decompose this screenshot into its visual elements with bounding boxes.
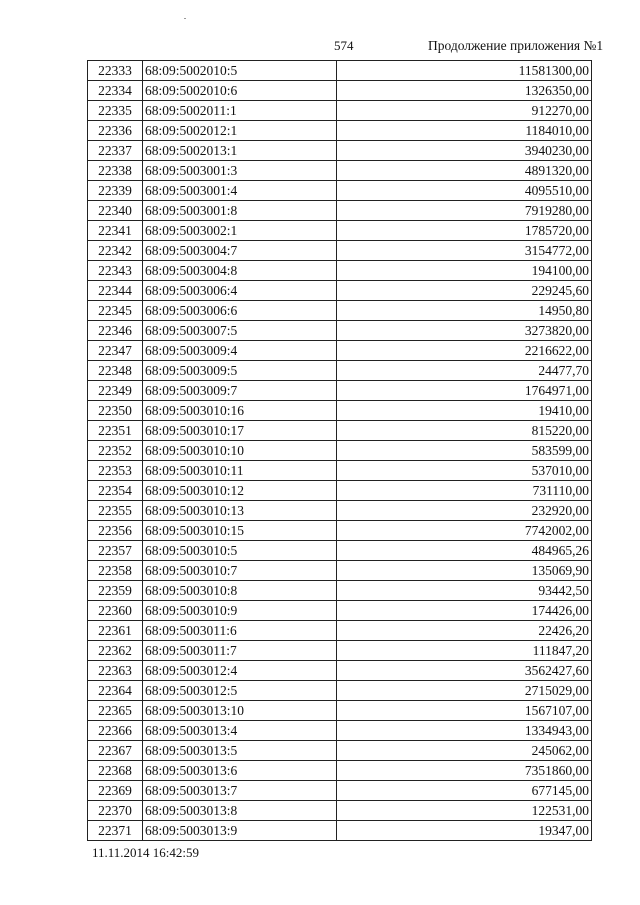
row-number-cell: 22342 [88,241,143,261]
cadastral-value-cell: 583599,00 [337,441,592,461]
row-number-cell: 22339 [88,181,143,201]
cadastral-number-cell: 68:09:5003010:12 [143,481,337,501]
cadastral-value-cell: 2216622,00 [337,341,592,361]
page-number: 574 [334,38,354,53]
cadastral-value-cell: 11581300,00 [337,61,592,81]
cadastral-value-cell: 1785720,00 [337,221,592,241]
cadastral-value-cell: 912270,00 [337,101,592,121]
cadastral-value-cell: 245062,00 [337,741,592,761]
cadastral-value-cell: 2715029,00 [337,681,592,701]
row-number-cell: 22371 [88,821,143,841]
row-number-cell: 22349 [88,381,143,401]
cadastral-value-cell: 3562427,60 [337,661,592,681]
cadastral-value-cell: 122531,00 [337,801,592,821]
row-number-cell: 22363 [88,661,143,681]
table-row [88,681,592,701]
table-row [88,301,592,321]
table-row [88,441,592,461]
table-row [88,161,592,181]
table-row [88,821,592,841]
row-number-cell: 22352 [88,441,143,461]
cadastral-number-cell: 68:09:5002011:1 [143,101,337,121]
row-number-cell: 22348 [88,361,143,381]
row-number-cell: 22366 [88,721,143,741]
table-row [88,641,592,661]
table-row [88,701,592,721]
table-row [88,201,592,221]
row-number-cell: 22350 [88,401,143,421]
row-number-cell: 22354 [88,481,143,501]
cadastral-value-cell: 1326350,00 [337,81,592,101]
table-row [88,421,592,441]
cadastral-value-cell: 7351860,00 [337,761,592,781]
scan-speck [184,18,186,19]
cadastral-value-cell: 677145,00 [337,781,592,801]
cadastral-value-cell: 1334943,00 [337,721,592,741]
cadastral-number-cell: 68:09:5003010:15 [143,521,337,541]
cadastral-value-cell: 7919280,00 [337,201,592,221]
cadastral-number-cell: 68:09:5003013:7 [143,781,337,801]
appendix-title: Продолжение приложения №1 [428,38,604,53]
cadastral-value-cell: 4095510,00 [337,181,592,201]
cadastral-number-cell: 68:09:5003007:5 [143,321,337,341]
table-row [88,101,592,121]
cadastral-value-cell: 815220,00 [337,421,592,441]
row-number-cell: 22343 [88,261,143,281]
cadastral-number-cell: 68:09:5003010:7 [143,561,337,581]
row-number-cell: 22340 [88,201,143,221]
cadastral-number-cell: 68:09:5003006:4 [143,281,337,301]
row-number-cell: 22367 [88,741,143,761]
table-row [88,541,592,561]
cadastral-number-cell: 68:09:5003004:8 [143,261,337,281]
cadastral-number-cell: 68:09:5002012:1 [143,121,337,141]
cadastral-number-cell: 68:09:5003002:1 [143,221,337,241]
cadastral-value-cell: 22426,20 [337,621,592,641]
cadastral-number-cell: 68:09:5003009:5 [143,361,337,381]
cadastral-number-cell: 68:09:5003010:16 [143,401,337,421]
cadastral-number-cell: 68:09:5003010:9 [143,601,337,621]
table-body [88,61,592,841]
row-number-cell: 22341 [88,221,143,241]
table-row [88,81,592,101]
cadastral-value-cell: 484965,26 [337,541,592,561]
cadastral-number-cell: 68:09:5003001:8 [143,201,337,221]
cadastral-value-cell: 19410,00 [337,401,592,421]
row-number-cell: 22361 [88,621,143,641]
table-row [88,741,592,761]
cadastral-number-cell: 68:09:5003010:13 [143,501,337,521]
table-row [88,801,592,821]
row-number-cell: 22364 [88,681,143,701]
row-number-cell: 22357 [88,541,143,561]
cadastral-value-cell: 731110,00 [337,481,592,501]
cadastral-number-cell: 68:09:5002010:6 [143,81,337,101]
print-timestamp: 11.11.2014 16:42:59 [92,845,200,860]
table-row [88,481,592,501]
row-number-cell: 22335 [88,101,143,121]
cadastral-value-cell: 537010,00 [337,461,592,481]
cadastral-number-cell: 68:09:5003013:4 [143,721,337,741]
table-row [88,141,592,161]
row-number-cell: 22345 [88,301,143,321]
table-row [88,281,592,301]
cadastral-number-cell: 68:09:5003013:5 [143,741,337,761]
row-number-cell: 22358 [88,561,143,581]
cadastral-value-cell: 1184010,00 [337,121,592,141]
cadastral-number-cell: 68:09:5003010:11 [143,461,337,481]
table-row [88,781,592,801]
row-number-cell: 22365 [88,701,143,721]
table-row [88,561,592,581]
cadastral-number-cell: 68:09:5003012:4 [143,661,337,681]
cadastral-value-cell: 3940230,00 [337,141,592,161]
row-number-cell: 22369 [88,781,143,801]
cadastral-value-cell: 3154772,00 [337,241,592,261]
cadastral-number-cell: 68:09:5003001:3 [143,161,337,181]
cadastral-value-cell: 194100,00 [337,261,592,281]
row-number-cell: 22347 [88,341,143,361]
cadastral-value-cell: 111847,20 [337,641,592,661]
cadastral-value-cell: 7742002,00 [337,521,592,541]
cadastral-value-cell: 14950,80 [337,301,592,321]
row-number-cell: 22359 [88,581,143,601]
table-row [88,761,592,781]
cadastral-value-cell: 135069,90 [337,561,592,581]
row-number-cell: 22351 [88,421,143,441]
cadastral-number-cell: 68:09:5003001:4 [143,181,337,201]
table-row [88,401,592,421]
cadastral-value-cell: 3273820,00 [337,321,592,341]
cadastral-value-cell: 1764971,00 [337,381,592,401]
cadastral-value-cell: 93442,50 [337,581,592,601]
table-row [88,181,592,201]
table-row [88,581,592,601]
cadastral-value-cell: 24477,70 [337,361,592,381]
row-number-cell: 22356 [88,521,143,541]
cadastral-value-cell: 174426,00 [337,601,592,621]
row-number-cell: 22344 [88,281,143,301]
cadastral-number-cell: 68:09:5003013:8 [143,801,337,821]
cadastral-number-cell: 68:09:5002010:5 [143,61,337,81]
table-row [88,601,592,621]
table-row [88,341,592,361]
row-number-cell: 22334 [88,81,143,101]
cadastral-number-cell: 68:09:5003011:6 [143,621,337,641]
cadastral-number-cell: 68:09:5003013:10 [143,701,337,721]
table-row [88,661,592,681]
cadastral-value-cell: 232920,00 [337,501,592,521]
cadastral-number-cell: 68:09:5003013:9 [143,821,337,841]
cadastral-value-cell: 19347,00 [337,821,592,841]
row-number-cell: 22337 [88,141,143,161]
cadastral-value-table [87,60,592,841]
row-number-cell: 22333 [88,61,143,81]
row-number-cell: 22370 [88,801,143,821]
cadastral-value-cell: 4891320,00 [337,161,592,181]
table-row [88,381,592,401]
table-row [88,261,592,281]
cadastral-number-cell: 68:09:5003010:8 [143,581,337,601]
row-number-cell: 22338 [88,161,143,181]
table-row [88,621,592,641]
cadastral-number-cell: 68:09:5003009:4 [143,341,337,361]
cadastral-value-cell: 1567107,00 [337,701,592,721]
table-row [88,361,592,381]
table-row [88,321,592,341]
cadastral-number-cell: 68:09:5003012:5 [143,681,337,701]
cadastral-number-cell: 68:09:5003011:7 [143,641,337,661]
row-number-cell: 22336 [88,121,143,141]
row-number-cell: 22346 [88,321,143,341]
row-number-cell: 22353 [88,461,143,481]
cadastral-number-cell: 68:09:5003010:10 [143,441,337,461]
row-number-cell: 22368 [88,761,143,781]
table-row [88,521,592,541]
table-row [88,221,592,241]
cadastral-number-cell: 68:09:5003010:5 [143,541,337,561]
cadastral-number-cell: 68:09:5003004:7 [143,241,337,261]
cadastral-number-cell: 68:09:5003006:6 [143,301,337,321]
cadastral-number-cell: 68:09:5003009:7 [143,381,337,401]
cadastral-number-cell: 68:09:5002013:1 [143,141,337,161]
row-number-cell: 22360 [88,601,143,621]
row-number-cell: 22362 [88,641,143,661]
table-row [88,241,592,261]
cadastral-number-cell: 68:09:5003013:6 [143,761,337,781]
table-row [88,721,592,741]
table-row [88,61,592,81]
table-row [88,121,592,141]
cadastral-value-cell: 229245,60 [337,281,592,301]
table-row [88,461,592,481]
row-number-cell: 22355 [88,501,143,521]
cadastral-number-cell: 68:09:5003010:17 [143,421,337,441]
table-row [88,501,592,521]
